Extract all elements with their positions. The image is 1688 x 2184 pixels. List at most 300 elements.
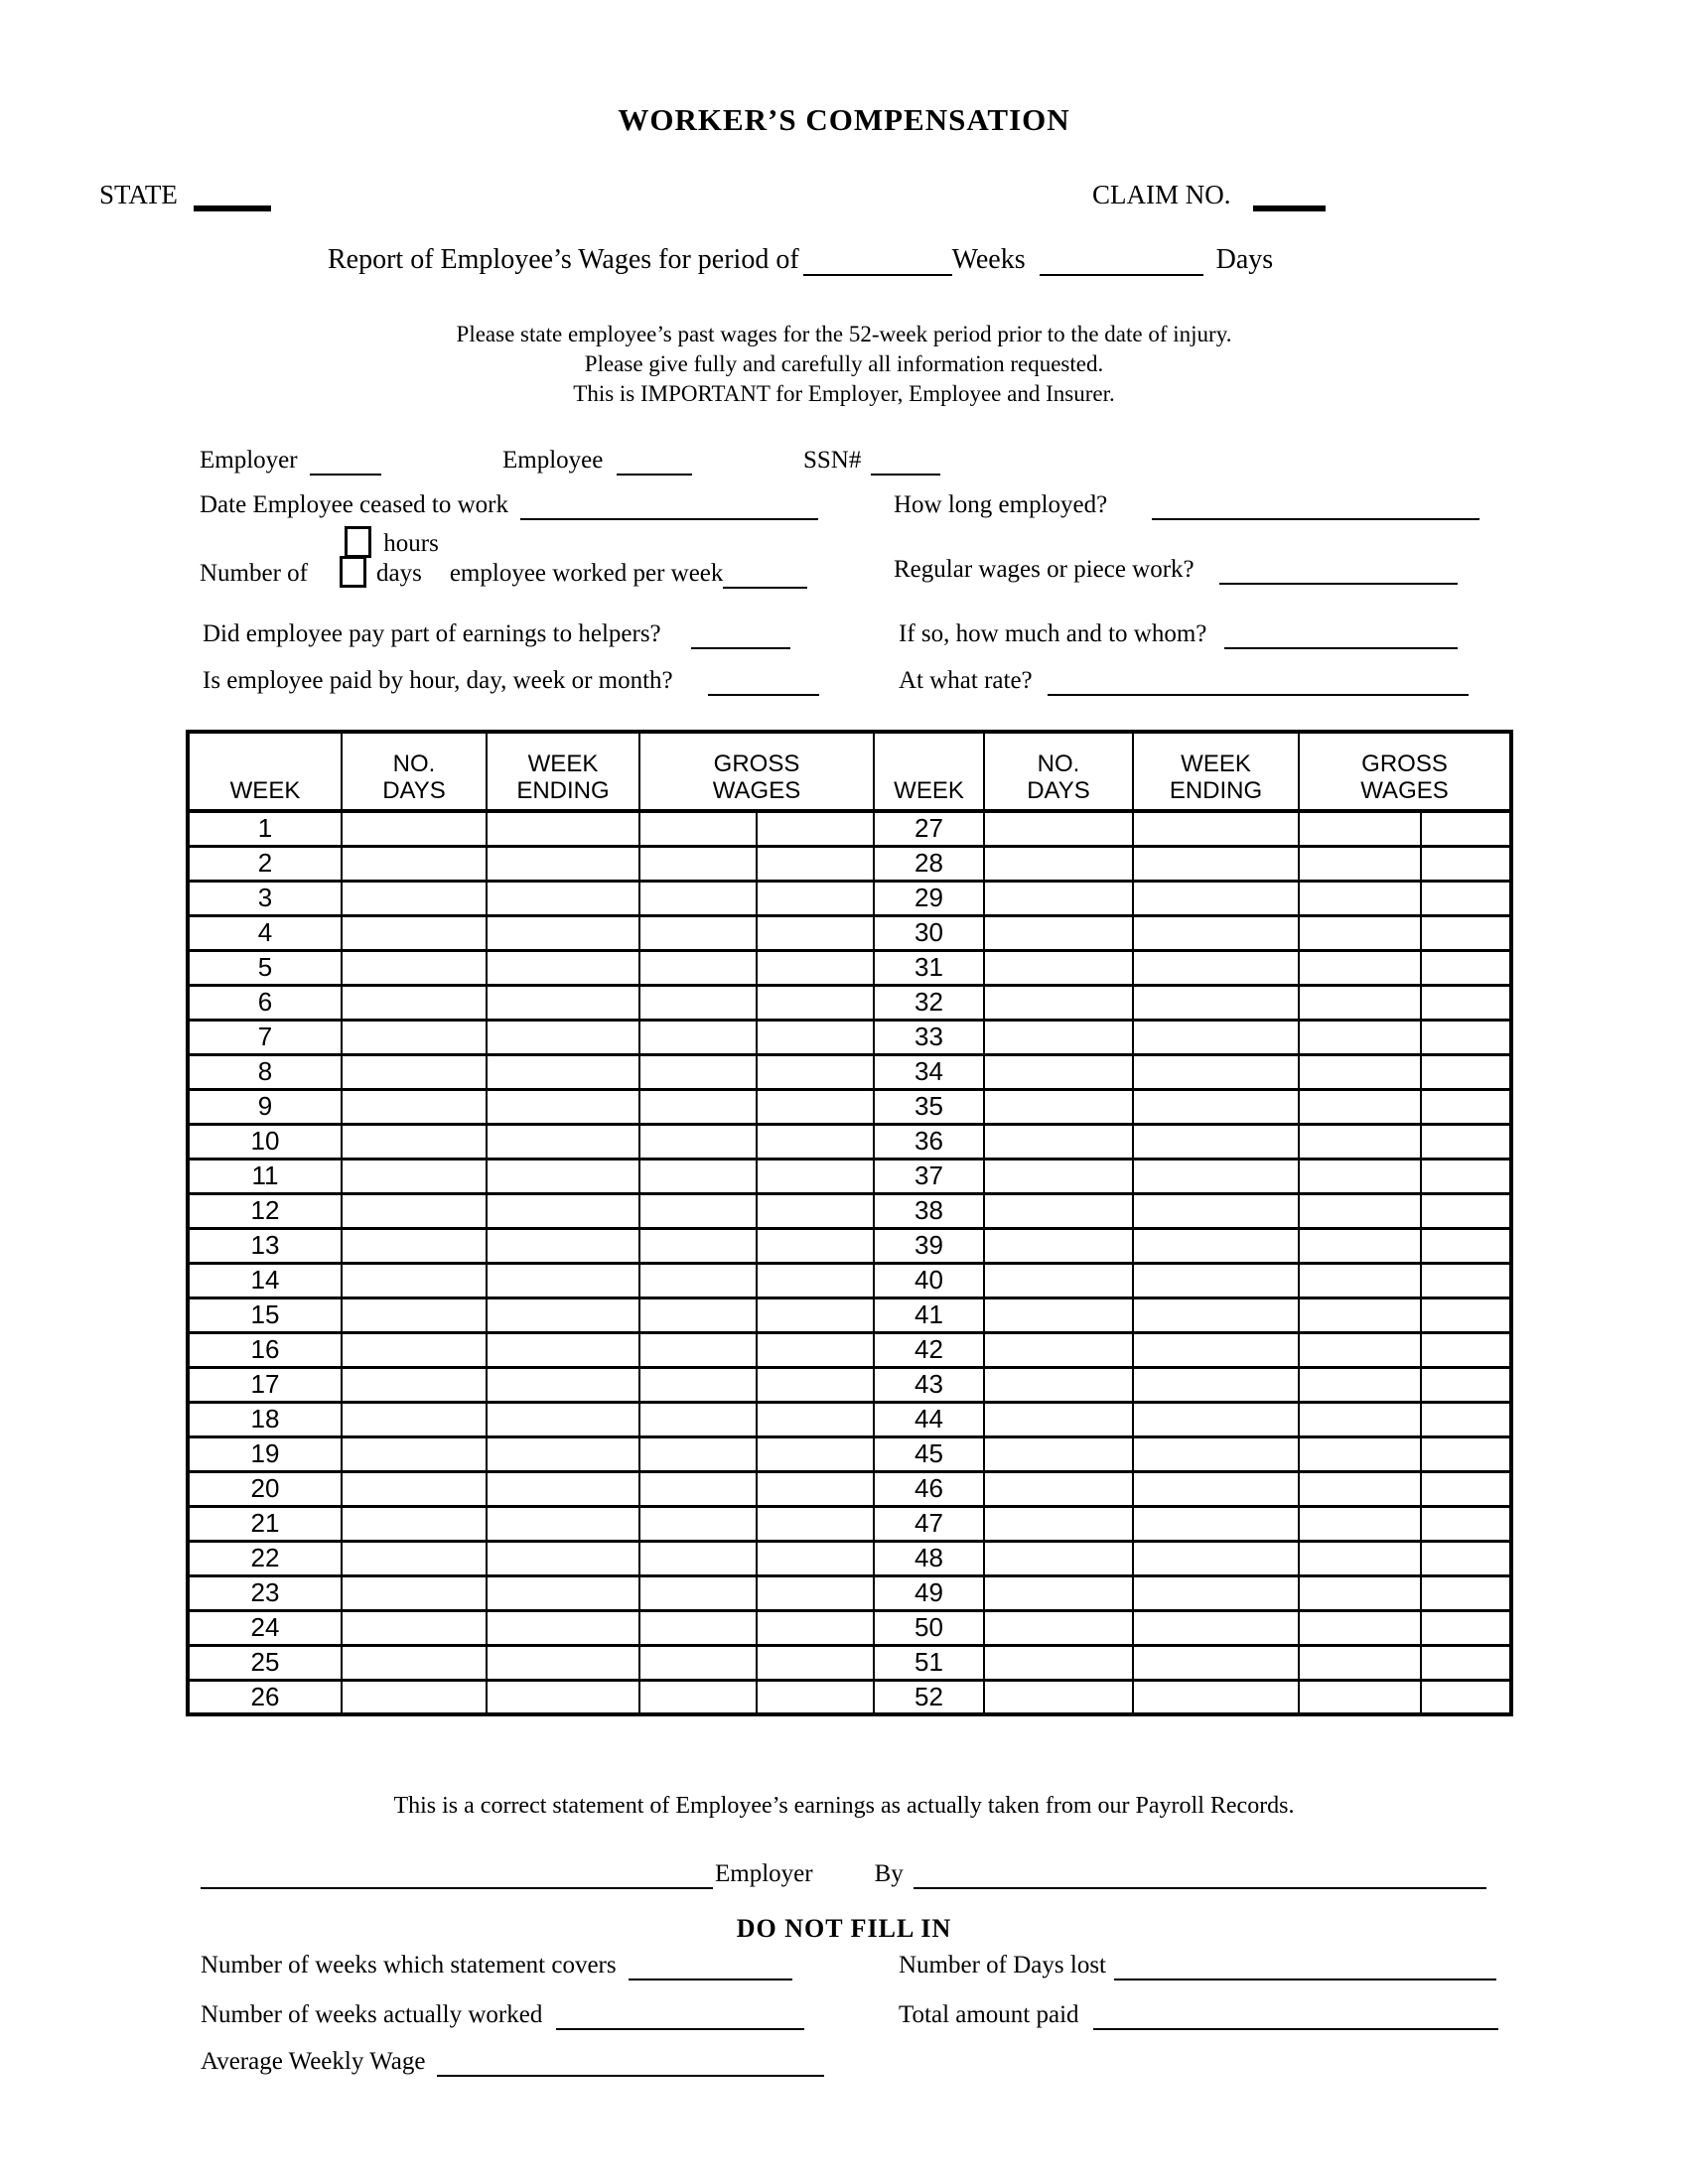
no-days-cell-right[interactable] — [984, 1228, 1133, 1263]
week-ending-cell-left[interactable] — [487, 1332, 639, 1367]
gross-wages-dollars-cell-right[interactable] — [1299, 1645, 1421, 1680]
week-ending-cell-left[interactable] — [487, 1193, 639, 1228]
no-days-cell-left[interactable] — [342, 1332, 487, 1367]
week-number-right: 34 — [874, 1054, 984, 1089]
no-days-cell-right[interactable] — [984, 1506, 1133, 1541]
gross-wages-dollars-cell-right[interactable] — [1299, 881, 1421, 915]
week-ending-cell-left[interactable] — [487, 915, 639, 950]
no-days-cell-left[interactable] — [342, 1159, 487, 1193]
no-days-cell-right[interactable] — [984, 1471, 1133, 1506]
week-ending-cell-left[interactable] — [487, 1680, 639, 1714]
weeks-covered-blank[interactable] — [629, 1957, 792, 1979]
week-number-right: 45 — [874, 1436, 984, 1471]
week-ending-cell-left[interactable] — [487, 985, 639, 1020]
gross-wages-dollars-cell-left[interactable] — [639, 950, 757, 985]
header-gross-wages-left: GROSS WAGES — [639, 732, 874, 811]
no-days-cell-right[interactable] — [984, 1680, 1133, 1714]
gross-wages-dollars-cell-right[interactable] — [1299, 915, 1421, 950]
gross-wages-dollars-cell-right[interactable] — [1299, 1680, 1421, 1714]
gross-wages-dollars-cell-left[interactable] — [639, 1367, 757, 1402]
week-number-right: 48 — [874, 1541, 984, 1575]
no-days-cell-left[interactable] — [342, 1054, 487, 1089]
gross-wages-cents-cell-right[interactable] — [1421, 881, 1511, 915]
gross-wages-dollars-cell-right[interactable] — [1299, 950, 1421, 985]
week-ending-cell-right[interactable] — [1133, 1645, 1299, 1680]
header-week-left: WEEK — [188, 732, 342, 811]
no-days-cell-right[interactable] — [984, 881, 1133, 915]
no-days-cell-left[interactable] — [342, 1124, 487, 1159]
week-number-left: 26 — [188, 1680, 342, 1714]
gross-wages-cents-cell-right[interactable] — [1421, 1610, 1511, 1645]
gross-wages-cents-cell-right[interactable] — [1421, 1193, 1511, 1228]
date-ceased-blank[interactable] — [520, 496, 818, 519]
table-row — [188, 811, 1511, 846]
gross-wages-dollars-cell-left[interactable] — [639, 1506, 757, 1541]
gross-wages-dollars-cell-left[interactable] — [639, 1332, 757, 1367]
by-blank[interactable] — [914, 1865, 1486, 1888]
gross-wages-dollars-cell-right[interactable] — [1299, 1089, 1421, 1124]
table-row — [188, 1680, 1511, 1714]
paid-by-blank[interactable] — [708, 672, 819, 695]
no-days-cell-left[interactable] — [342, 985, 487, 1020]
week-number-right: 35 — [874, 1089, 984, 1124]
no-days-cell-left[interactable] — [342, 811, 487, 846]
gross-wages-dollars-cell-right[interactable] — [1299, 1402, 1421, 1436]
week-number-right: 44 — [874, 1402, 984, 1436]
gross-wages-dollars-cell-right[interactable] — [1299, 1297, 1421, 1332]
no-days-cell-right[interactable] — [984, 1402, 1133, 1436]
employer-blank[interactable] — [310, 452, 381, 475]
no-days-cell-left[interactable] — [342, 1610, 487, 1645]
gross-wages-cents-cell-right[interactable] — [1421, 1402, 1511, 1436]
week-ending-cell-left[interactable] — [487, 1124, 639, 1159]
gross-wages-cents-cell-right[interactable] — [1421, 1645, 1511, 1680]
week-ending-cell-right[interactable] — [1133, 1020, 1299, 1054]
week-ending-cell-right[interactable] — [1133, 1367, 1299, 1402]
wage-table-body — [188, 811, 1511, 1714]
instruction-line-2: Please give fully and carefully all information requested. — [584, 351, 1104, 376]
gross-wages-dollars-cell-left[interactable] — [639, 1228, 757, 1263]
worked-per-week-blank[interactable] — [723, 565, 807, 588]
regular-wages-blank[interactable] — [1219, 561, 1458, 584]
gross-wages-dollars-cell-left[interactable] — [639, 1436, 757, 1471]
gross-wages-cents-cell-left[interactable] — [757, 1575, 874, 1610]
gross-wages-dollars-cell-right[interactable] — [1299, 1332, 1421, 1367]
gross-wages-dollars-cell-left[interactable] — [639, 1610, 757, 1645]
gross-wages-dollars-cell-left[interactable] — [639, 1645, 757, 1680]
state-blank[interactable] — [194, 184, 271, 210]
ssn-label: SSN# — [803, 447, 862, 474]
no-days-cell-right[interactable] — [984, 1297, 1133, 1332]
signature-row — [201, 1860, 1486, 1889]
gross-wages-cents-cell-right[interactable] — [1421, 1506, 1511, 1541]
gross-wages-cents-cell-right[interactable] — [1421, 1159, 1511, 1193]
signature-employer-label: Employer — [715, 1860, 813, 1887]
gross-wages-cents-cell-right[interactable] — [1421, 1575, 1511, 1610]
no-days-cell-right[interactable] — [984, 950, 1133, 985]
gross-wages-cents-cell-right[interactable] — [1421, 985, 1511, 1020]
days-lost-blank[interactable] — [1114, 1957, 1496, 1979]
employer-field — [200, 447, 381, 476]
gross-wages-cents-cell-left[interactable] — [757, 1159, 874, 1193]
no-days-cell-right[interactable] — [984, 811, 1133, 846]
period-days-blank[interactable] — [1040, 251, 1203, 277]
gross-wages-cents-cell-right[interactable] — [1421, 1054, 1511, 1089]
table-row — [188, 1645, 1511, 1680]
total-paid-field — [899, 2001, 1498, 2030]
week-number-left: 4 — [188, 915, 342, 950]
week-ending-cell-left[interactable] — [487, 1367, 639, 1402]
table-row — [188, 1159, 1511, 1193]
gross-wages-cents-cell-right[interactable] — [1421, 1367, 1511, 1402]
no-days-cell-left[interactable] — [342, 950, 487, 985]
gross-wages-dollars-cell-right[interactable] — [1299, 1471, 1421, 1506]
gross-wages-dollars-cell-left[interactable] — [639, 881, 757, 915]
gross-wages-cents-cell-right[interactable] — [1421, 1228, 1511, 1263]
gross-wages-dollars-cell-right[interactable] — [1299, 1575, 1421, 1610]
if-so-blank[interactable] — [1224, 625, 1458, 648]
report-period-label: Report of Employee’s Wages for period of — [328, 244, 799, 275]
no-days-cell-right[interactable] — [984, 1575, 1133, 1610]
gross-wages-cents-cell-left[interactable] — [757, 1124, 874, 1159]
gross-wages-cents-cell-left[interactable] — [757, 811, 874, 846]
week-ending-cell-right[interactable] — [1133, 1680, 1299, 1714]
by-label: By — [874, 1860, 904, 1887]
week-ending-cell-left[interactable] — [487, 1297, 639, 1332]
helpers-blank[interactable] — [691, 625, 790, 648]
gross-wages-cents-cell-right[interactable] — [1421, 1680, 1511, 1714]
week-number-right: 39 — [874, 1228, 984, 1263]
no-days-cell-left[interactable] — [342, 846, 487, 881]
gross-wages-dollars-cell-left[interactable] — [639, 1471, 757, 1506]
gross-wages-cents-cell-right[interactable] — [1421, 1541, 1511, 1575]
week-ending-cell-left[interactable] — [487, 1089, 639, 1124]
week-number-right: 41 — [874, 1297, 984, 1332]
gross-wages-cents-cell-right[interactable] — [1421, 1020, 1511, 1054]
table-row — [188, 1471, 1511, 1506]
week-number-right: 28 — [874, 846, 984, 881]
gross-wages-cents-cell-left[interactable] — [757, 915, 874, 950]
week-number-right: 51 — [874, 1645, 984, 1680]
no-days-cell-left[interactable] — [342, 1436, 487, 1471]
gross-wages-cents-cell-right[interactable] — [1421, 950, 1511, 985]
report-period-line — [328, 244, 1273, 276]
week-ending-cell-left[interactable] — [487, 1506, 639, 1541]
gross-wages-cents-cell-right[interactable] — [1421, 915, 1511, 950]
week-ending-cell-left[interactable] — [487, 811, 639, 846]
gross-wages-cents-cell-right[interactable] — [1421, 1297, 1511, 1332]
table-row — [188, 1020, 1511, 1054]
hours-checkbox[interactable] — [345, 526, 371, 558]
no-days-cell-right[interactable] — [984, 915, 1133, 950]
table-row — [188, 1436, 1511, 1471]
gross-wages-dollars-cell-left[interactable] — [639, 1124, 757, 1159]
week-ending-cell-right[interactable] — [1133, 846, 1299, 881]
week-number-left: 24 — [188, 1610, 342, 1645]
gross-wages-cents-cell-left[interactable] — [757, 1228, 874, 1263]
no-days-cell-left[interactable] — [342, 1575, 487, 1610]
week-ending-cell-left[interactable] — [487, 950, 639, 985]
week-ending-cell-left[interactable] — [487, 1159, 639, 1193]
gross-wages-cents-cell-left[interactable] — [757, 1332, 874, 1367]
week-number-right: 52 — [874, 1680, 984, 1714]
gross-wages-cents-cell-left[interactable] — [757, 1402, 874, 1436]
week-ending-cell-right[interactable] — [1133, 1436, 1299, 1471]
days-checkbox[interactable] — [340, 556, 366, 588]
gross-wages-cents-cell-left[interactable] — [757, 1680, 874, 1714]
week-ending-cell-right[interactable] — [1133, 985, 1299, 1020]
gross-wages-dollars-cell-left[interactable] — [639, 1054, 757, 1089]
table-row — [188, 915, 1511, 950]
week-ending-cell-left[interactable] — [487, 846, 639, 881]
avg-wage-field — [201, 2048, 824, 2077]
week-number-right: 38 — [874, 1193, 984, 1228]
week-ending-cell-right[interactable] — [1133, 881, 1299, 915]
week-ending-cell-left[interactable] — [487, 1436, 639, 1471]
gross-wages-cents-cell-left[interactable] — [757, 881, 874, 915]
week-ending-cell-left[interactable] — [487, 1575, 639, 1610]
gross-wages-cents-cell-right[interactable] — [1421, 1436, 1511, 1471]
no-days-cell-left[interactable] — [342, 881, 487, 915]
no-days-cell-left[interactable] — [342, 1506, 487, 1541]
weeks-label: Weeks — [951, 244, 1026, 275]
gross-wages-dollars-cell-left[interactable] — [639, 915, 757, 950]
gross-wages-dollars-cell-right[interactable] — [1299, 1124, 1421, 1159]
gross-wages-cents-cell-right[interactable] — [1421, 1263, 1511, 1297]
gross-wages-dollars-cell-right[interactable] — [1299, 1159, 1421, 1193]
claim-no-blank[interactable] — [1253, 184, 1326, 210]
no-days-cell-left[interactable] — [342, 1297, 487, 1332]
gross-wages-dollars-cell-left[interactable] — [639, 811, 757, 846]
week-ending-cell-right[interactable] — [1133, 1610, 1299, 1645]
header-no-days-left: NO. DAYS — [342, 732, 487, 811]
gross-wages-cents-cell-left[interactable] — [757, 1541, 874, 1575]
week-number-left: 7 — [188, 1020, 342, 1054]
no-days-cell-left[interactable] — [342, 1402, 487, 1436]
week-ending-cell-right[interactable] — [1133, 1541, 1299, 1575]
do-not-fill-heading: DO NOT FILL IN — [736, 1914, 952, 1943]
gross-wages-dollars-cell-left[interactable] — [639, 1297, 757, 1332]
no-days-cell-right[interactable] — [984, 1193, 1133, 1228]
gross-wages-cents-cell-left[interactable] — [757, 1089, 874, 1124]
week-ending-cell-left[interactable] — [487, 1263, 639, 1297]
week-ending-cell-right[interactable] — [1133, 1089, 1299, 1124]
no-days-cell-left[interactable] — [342, 1645, 487, 1680]
no-days-cell-right[interactable] — [984, 1054, 1133, 1089]
week-ending-cell-right[interactable] — [1133, 1193, 1299, 1228]
gross-wages-dollars-cell-left[interactable] — [639, 1575, 757, 1610]
week-ending-cell-right[interactable] — [1133, 1159, 1299, 1193]
table-row — [188, 1228, 1511, 1263]
paid-by-label: Is employee paid by hour, day, week or month? — [203, 667, 673, 694]
gross-wages-cents-cell-right[interactable] — [1421, 811, 1511, 846]
week-ending-cell-right[interactable] — [1133, 915, 1299, 950]
rate-field — [899, 667, 1469, 696]
gross-wages-dollars-cell-right[interactable] — [1299, 1054, 1421, 1089]
gross-wages-dollars-cell-left[interactable] — [639, 846, 757, 881]
gross-wages-dollars-cell-left[interactable] — [639, 1680, 757, 1714]
week-ending-cell-left[interactable] — [487, 1541, 639, 1575]
gross-wages-dollars-cell-left[interactable] — [639, 1020, 757, 1054]
no-days-cell-left[interactable] — [342, 1471, 487, 1506]
gross-wages-dollars-cell-left[interactable] — [639, 1193, 757, 1228]
gross-wages-cents-cell-left[interactable] — [757, 1297, 874, 1332]
week-ending-cell-right[interactable] — [1133, 811, 1299, 846]
table-row — [188, 1367, 1511, 1402]
gross-wages-dollars-cell-right[interactable] — [1299, 846, 1421, 881]
avg-wage-blank[interactable] — [437, 2053, 824, 2076]
week-ending-cell-right[interactable] — [1133, 1297, 1299, 1332]
week-ending-cell-right[interactable] — [1133, 1471, 1299, 1506]
week-number-right: 43 — [874, 1367, 984, 1402]
days-lost-label: Number of Days lost — [899, 1952, 1106, 1979]
rate-label: At what rate? — [899, 667, 1033, 694]
no-days-cell-left[interactable] — [342, 915, 487, 950]
gross-wages-cents-cell-right[interactable] — [1421, 1089, 1511, 1124]
week-number-left: 10 — [188, 1124, 342, 1159]
no-days-cell-left[interactable] — [342, 1020, 487, 1054]
paid-by-field — [203, 667, 819, 696]
no-days-cell-right[interactable] — [984, 1332, 1133, 1367]
gross-wages-cents-cell-right[interactable] — [1421, 1332, 1511, 1367]
gross-wages-dollars-cell-right[interactable] — [1299, 1193, 1421, 1228]
gross-wages-cents-cell-left[interactable] — [757, 1471, 874, 1506]
no-days-cell-right[interactable] — [984, 1020, 1133, 1054]
gross-wages-cents-cell-right[interactable] — [1421, 1124, 1511, 1159]
week-ending-cell-right[interactable] — [1133, 1054, 1299, 1089]
no-days-cell-left[interactable] — [342, 1367, 487, 1402]
gross-wages-cents-cell-left[interactable] — [757, 1020, 874, 1054]
gross-wages-cents-cell-left[interactable] — [757, 1193, 874, 1228]
week-number-left: 23 — [188, 1575, 342, 1610]
gross-wages-dollars-cell-right[interactable] — [1299, 1610, 1421, 1645]
gross-wages-cents-cell-right[interactable] — [1421, 846, 1511, 881]
gross-wages-dollars-cell-right[interactable] — [1299, 985, 1421, 1020]
table-row — [188, 1506, 1511, 1541]
gross-wages-cents-cell-left[interactable] — [757, 1367, 874, 1402]
gross-wages-cents-cell-left[interactable] — [757, 985, 874, 1020]
gross-wages-dollars-cell-left[interactable] — [639, 1541, 757, 1575]
gross-wages-dollars-cell-right[interactable] — [1299, 811, 1421, 846]
gross-wages-dollars-cell-left[interactable] — [639, 1263, 757, 1297]
instruction-line-1: Please state employee’s past wages for the 52-week period prior to the date of injury. — [456, 322, 1232, 346]
gross-wages-dollars-cell-left[interactable] — [639, 1089, 757, 1124]
rate-blank[interactable] — [1048, 672, 1469, 695]
helpers-field — [203, 620, 790, 649]
week-number-right: 42 — [874, 1332, 984, 1367]
weeks-worked-blank[interactable] — [556, 2006, 804, 2029]
gross-wages-dollars-cell-right[interactable] — [1299, 1541, 1421, 1575]
no-days-cell-left[interactable] — [342, 1541, 487, 1575]
gross-wages-cents-cell-left[interactable] — [757, 1506, 874, 1541]
employer-signature-blank[interactable] — [201, 1865, 713, 1888]
employer-label: Employer — [200, 447, 298, 474]
week-ending-cell-right[interactable] — [1133, 950, 1299, 985]
no-days-cell-right[interactable] — [984, 1124, 1133, 1159]
week-ending-cell-left[interactable] — [487, 1054, 639, 1089]
gross-wages-cents-cell-right[interactable] — [1421, 1471, 1511, 1506]
week-ending-cell-right[interactable] — [1133, 1575, 1299, 1610]
week-ending-cell-right[interactable] — [1133, 1263, 1299, 1297]
week-number-left: 5 — [188, 950, 342, 985]
no-days-cell-left[interactable] — [342, 1263, 487, 1297]
gross-wages-dollars-cell-right[interactable] — [1299, 1506, 1421, 1541]
claim-no-field — [1092, 180, 1326, 211]
gross-wages-cents-cell-left[interactable] — [757, 1645, 874, 1680]
no-days-cell-left[interactable] — [342, 1680, 487, 1714]
gross-wages-cents-cell-left[interactable] — [757, 1054, 874, 1089]
gross-wages-dollars-cell-right[interactable] — [1299, 1263, 1421, 1297]
how-long-blank[interactable] — [1152, 496, 1479, 519]
no-days-cell-left[interactable] — [342, 1193, 487, 1228]
gross-wages-cents-cell-left[interactable] — [757, 1263, 874, 1297]
no-days-cell-right[interactable] — [984, 985, 1133, 1020]
total-paid-blank[interactable] — [1093, 2006, 1498, 2029]
week-number-right: 40 — [874, 1263, 984, 1297]
week-ending-cell-left[interactable] — [487, 1471, 639, 1506]
employee-blank[interactable] — [617, 452, 692, 475]
table-row — [188, 1089, 1511, 1124]
no-days-cell-left[interactable] — [342, 1089, 487, 1124]
week-number-right: 27 — [874, 811, 984, 846]
no-days-cell-right[interactable] — [984, 1541, 1133, 1575]
no-days-cell-right[interactable] — [984, 1645, 1133, 1680]
gross-wages-cents-cell-left[interactable] — [757, 1436, 874, 1471]
no-days-cell-right[interactable] — [984, 1263, 1133, 1297]
gross-wages-cents-cell-left[interactable] — [757, 846, 874, 881]
gross-wages-dollars-cell-left[interactable] — [639, 1402, 757, 1436]
no-days-cell-right[interactable] — [984, 1610, 1133, 1645]
hours-label: hours — [383, 530, 439, 557]
ssn-blank[interactable] — [871, 452, 940, 475]
week-ending-cell-right[interactable] — [1133, 1506, 1299, 1541]
week-ending-cell-left[interactable] — [487, 1610, 639, 1645]
week-number-right: 36 — [874, 1124, 984, 1159]
week-ending-cell-right[interactable] — [1133, 1124, 1299, 1159]
hours-field — [345, 526, 439, 558]
week-ending-cell-left[interactable] — [487, 1402, 639, 1436]
gross-wages-cents-cell-left[interactable] — [757, 950, 874, 985]
wage-table — [186, 730, 1513, 1716]
no-days-cell-right[interactable] — [984, 1367, 1133, 1402]
no-days-cell-right[interactable] — [984, 1089, 1133, 1124]
gross-wages-dollars-cell-left[interactable] — [639, 1159, 757, 1193]
gross-wages-dollars-cell-left[interactable] — [639, 985, 757, 1020]
no-days-cell-right[interactable] — [984, 1159, 1133, 1193]
weeks-worked-label: Number of weeks actually worked — [201, 2001, 543, 2028]
no-days-cell-right[interactable] — [984, 846, 1133, 881]
period-weeks-blank[interactable] — [803, 251, 952, 277]
gross-wages-dollars-cell-right[interactable] — [1299, 1367, 1421, 1402]
week-number-right: 37 — [874, 1159, 984, 1193]
employee-label: Employee — [502, 447, 604, 474]
week-ending-cell-right[interactable] — [1133, 1228, 1299, 1263]
gross-wages-dollars-cell-right[interactable] — [1299, 1228, 1421, 1263]
week-ending-cell-left[interactable] — [487, 1228, 639, 1263]
week-ending-cell-right[interactable] — [1133, 1402, 1299, 1436]
week-ending-cell-left[interactable] — [487, 1645, 639, 1680]
week-ending-cell-right[interactable] — [1133, 1332, 1299, 1367]
gross-wages-dollars-cell-right[interactable] — [1299, 1436, 1421, 1471]
gross-wages-dollars-cell-right[interactable] — [1299, 1020, 1421, 1054]
no-days-cell-left[interactable] — [342, 1228, 487, 1263]
no-days-cell-right[interactable] — [984, 1436, 1133, 1471]
table-row — [188, 1575, 1511, 1610]
gross-wages-cents-cell-left[interactable] — [757, 1610, 874, 1645]
how-long-label: How long employed? — [894, 491, 1108, 518]
week-ending-cell-left[interactable] — [487, 1020, 639, 1054]
week-ending-cell-left[interactable] — [487, 881, 639, 915]
